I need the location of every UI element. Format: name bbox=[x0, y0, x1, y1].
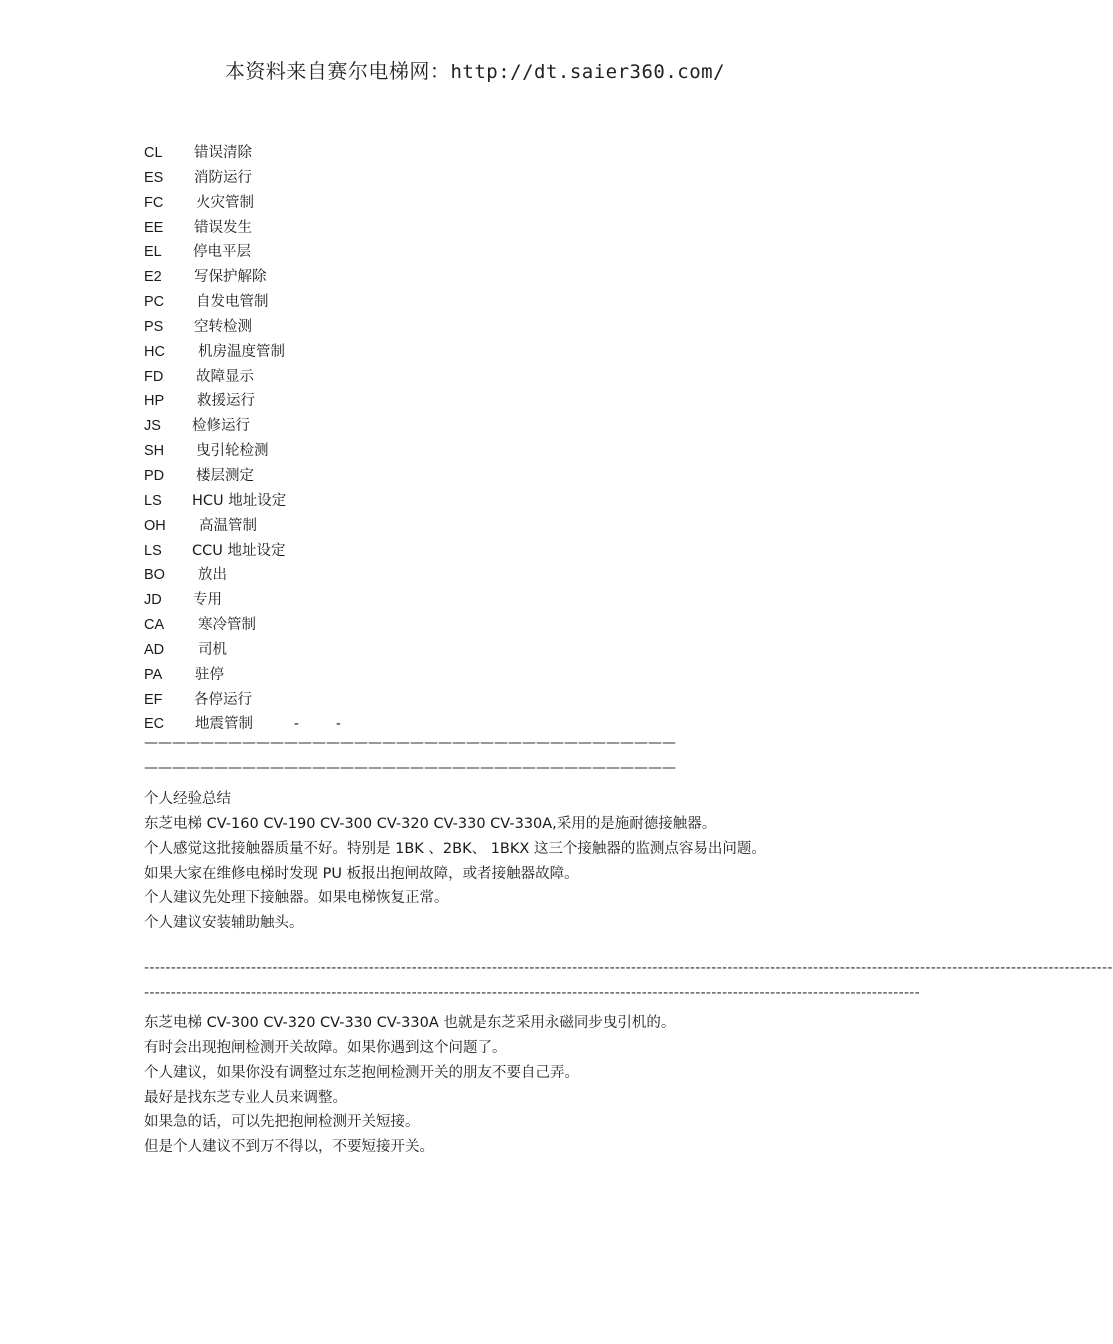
summary-line: 个人感觉这批接触器质量不好。特别是 1BK 、2BK、 1BKX 这三个接触器的监测点容易出问题。 bbox=[144, 840, 766, 857]
code-desc: HCU 地址设定 bbox=[192, 492, 287, 509]
code-desc: 错误发生 bbox=[194, 219, 252, 236]
code-abbr: PD bbox=[144, 467, 165, 484]
code-desc: 高温管制 bbox=[199, 517, 257, 534]
code-abbr: EC bbox=[144, 716, 165, 733]
code-abbr: EE bbox=[144, 219, 164, 236]
code-abbr: FC bbox=[144, 194, 164, 211]
note-line: 东芝电梯 CV-300 CV-320 CV-330 CV-330A 也就是东芝采用永磁同步曳引机的。 bbox=[144, 1015, 676, 1031]
em-dash-divider-continued: —————————————————————————————————————— bbox=[144, 760, 676, 776]
code-row bbox=[144, 588, 544, 613]
trail-dash: - bbox=[336, 716, 341, 733]
code-list bbox=[144, 141, 544, 737]
code-abbr: LS bbox=[144, 542, 162, 559]
code-abbr: OH bbox=[144, 517, 166, 534]
note-line: 最好是找东芝专业人员来调整。 bbox=[144, 1089, 347, 1106]
code-row bbox=[144, 613, 544, 638]
code-row bbox=[144, 539, 544, 564]
code-row bbox=[144, 166, 544, 191]
code-row bbox=[144, 315, 544, 340]
summary-line: 如果大家在维修电梯时发现 PU 板报出抱闸故障，或者接触器故障。 bbox=[144, 865, 579, 882]
summary-line: 个人建议先处理下接触器。如果电梯恢复正常。 bbox=[144, 890, 449, 907]
code-abbr: HC bbox=[144, 343, 165, 360]
hyphen-divider-continued: ------------------------------------------------------------------------------------------------------------------------------------------------- bbox=[144, 985, 921, 1001]
note-line: 但是个人建议不到万不得以，不要短接开关。 bbox=[144, 1139, 434, 1156]
code-row bbox=[144, 240, 544, 265]
code-row bbox=[144, 191, 544, 216]
code-row bbox=[144, 663, 544, 688]
code-row bbox=[144, 265, 544, 290]
code-desc: 寒冷管制 bbox=[198, 617, 256, 634]
code-abbr: ES bbox=[144, 169, 164, 186]
code-row bbox=[144, 414, 544, 439]
summary-line: 个人经验总结 bbox=[144, 791, 231, 807]
code-row bbox=[144, 290, 544, 315]
em-dash-divider: —————————————————————————————————————— bbox=[144, 735, 676, 751]
code-desc: 故障显示 bbox=[196, 368, 254, 385]
code-abbr: CA bbox=[144, 617, 165, 634]
code-desc: 空转检测 bbox=[194, 318, 252, 335]
header-url[interactable]: http://dt.saier360.com/ bbox=[450, 61, 726, 83]
summary-line: 个人建议安装辅助触头。 bbox=[144, 915, 304, 932]
code-row bbox=[144, 712, 544, 737]
code-desc: 自发电管制 bbox=[196, 294, 269, 311]
note-line: 个人建议，如果你没有调整过东芝抱闸检测开关的朋友不要自己弄。 bbox=[144, 1064, 579, 1081]
experience-summary bbox=[144, 787, 808, 936]
hyphen-divider: ------------------------------------------------------------------------------------------------------------------------------------------------------------------------------------- bbox=[144, 960, 1113, 976]
code-abbr: E2 bbox=[144, 269, 162, 286]
code-trail bbox=[294, 712, 378, 737]
code-desc: 检修运行 bbox=[192, 418, 250, 435]
code-abbr: CL bbox=[144, 145, 163, 161]
code-row bbox=[144, 514, 544, 539]
code-row bbox=[144, 688, 544, 713]
code-row bbox=[144, 216, 544, 241]
code-desc: 火灾管制 bbox=[196, 194, 254, 211]
code-desc: 写保护解除 bbox=[194, 269, 267, 286]
code-abbr: LS bbox=[144, 492, 162, 509]
code-row bbox=[144, 464, 544, 489]
code-desc: 错误清除 bbox=[194, 145, 252, 161]
code-abbr: PC bbox=[144, 294, 165, 311]
code-desc: CCU 地址设定 bbox=[192, 542, 286, 559]
code-desc: 消防运行 bbox=[194, 169, 252, 186]
code-row bbox=[144, 389, 544, 414]
code-desc: 楼层测定 bbox=[196, 467, 254, 484]
code-abbr: JD bbox=[144, 592, 162, 609]
code-abbr: PA bbox=[144, 666, 163, 683]
code-desc: 司机 bbox=[198, 641, 227, 658]
code-abbr: EF bbox=[144, 691, 163, 708]
code-desc: 地震管制 bbox=[195, 716, 253, 733]
code-desc: 各停运行 bbox=[194, 691, 252, 708]
code-row bbox=[144, 340, 544, 365]
code-desc: 停电平层 bbox=[193, 244, 251, 261]
code-desc: 放出 bbox=[198, 567, 227, 584]
note-line: 如果急的话，可以先把抱闸检测开关短接。 bbox=[144, 1114, 420, 1131]
page-header bbox=[0, 55, 950, 84]
code-abbr: EL bbox=[144, 244, 162, 261]
header-prefix: 本资料来自赛尔电梯网： bbox=[224, 59, 451, 83]
code-row bbox=[144, 141, 544, 166]
code-desc: 驻停 bbox=[195, 666, 224, 683]
magnet-motor-notes bbox=[144, 1011, 808, 1160]
summary-line: 东芝电梯 CV-160 CV-190 CV-300 CV-320 CV-330 CV-330A,采用的是施耐德接触器。 bbox=[144, 815, 717, 832]
trail-dash: - bbox=[294, 716, 299, 733]
code-abbr: AD bbox=[144, 641, 165, 658]
code-abbr: FD bbox=[144, 368, 164, 385]
code-desc: 曳引轮检测 bbox=[196, 443, 269, 460]
note-line: 有时会出现抱闸检测开关故障。如果你遇到这个问题了。 bbox=[144, 1039, 507, 1056]
code-abbr: SH bbox=[144, 443, 165, 460]
code-desc: 救援运行 bbox=[197, 393, 255, 410]
code-row bbox=[144, 563, 544, 588]
code-abbr: HP bbox=[144, 393, 165, 410]
code-abbr: PS bbox=[144, 318, 164, 335]
code-abbr: JS bbox=[144, 418, 161, 435]
code-abbr: BO bbox=[144, 567, 165, 584]
code-row bbox=[144, 439, 544, 464]
code-desc: 机房温度管制 bbox=[198, 343, 285, 360]
code-row bbox=[144, 638, 544, 663]
code-desc: 专用 bbox=[193, 592, 222, 609]
code-row bbox=[144, 365, 544, 390]
code-row bbox=[144, 489, 544, 514]
